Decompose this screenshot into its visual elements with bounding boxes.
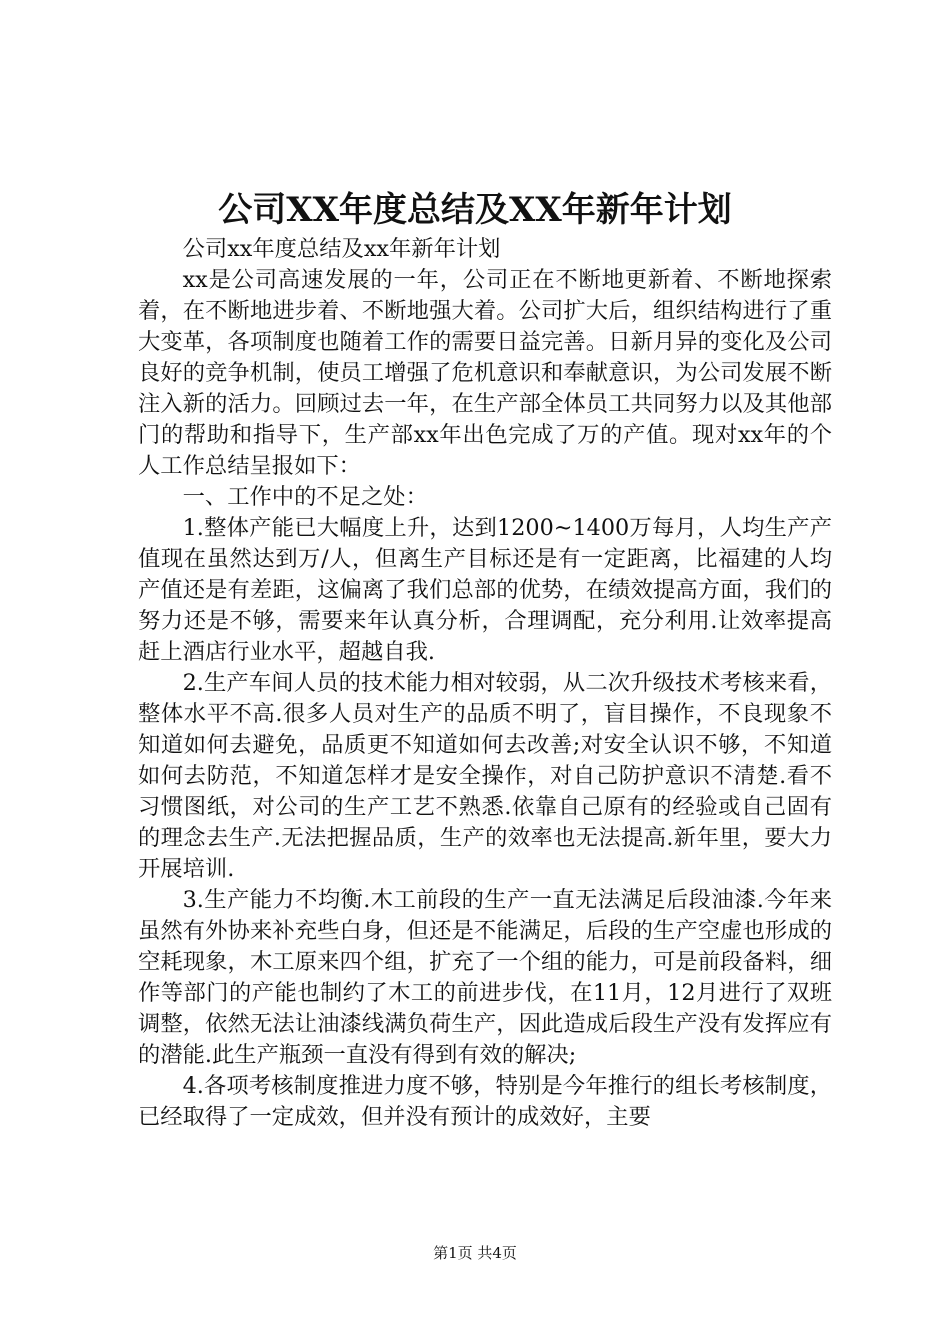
- section-heading: 一、工作中的不足之处：: [182, 484, 428, 510]
- document-title: 公司XX年度总结及XX年新年计划: [218, 190, 732, 230]
- paragraph-item-3: 3.生产能力不均衡.木工前段的生产一直无法满足后段油漆.今年来虽然有外协来补充些白身，但还是不能满足，后段的生产空虚也形成的空耗现象，木工原来四个组，扩充了一个组的能力，可是前段备料，细作等部门的产能也制约了木工的前进步伐，在11月，12月进行了双班调整，依然无法让油漆线满负荷生产，因此造成后段生产没有发挥应有的潜能.此生产瓶颈一直没有得到有效的解决;: [138, 887, 832, 1068]
- page-number-footer: 第1页 共4页: [433, 1244, 517, 1262]
- document-body: [138, 234, 832, 1133]
- paragraph-item-4: 4.各项考核制度推进力度不够，特别是今年推行的组长考核制度，已经取得了一定成效，但并没有预计的成效好，主要: [138, 1073, 832, 1130]
- paragraph-item-1: 1.整体产能已大幅度上升，达到1200~1400万每月，人均生产产值现在虽然达到万/人，但离生产目标还是有一定距离，比福建的人均产值还是有差距，这偏离了我们总部的优势，在绩效提高方面，我们的努力还是不够，需要来年认真分析，合理调配，充分利用.让效率提高赶上酒店行业水平，超越自我.: [138, 515, 832, 665]
- paragraph-intro: xx是公司高速发展的一年，公司正在不断地更新着、不断地探索着，在不断地进步着、不断地强大着。公司扩大后，组织结构进行了重大变革，各项制度也随着工作的需要日益完善。日新月异的变化及公司良好的竞争机制，使员工增强了危机意识和奉献意识，为公司发展不断注入新的活力。回顾过去一年，在生产部全体员工共同努力以及其他部门的帮助和指导下，生产部xx年出色完成了万的产值。现对xx年的个人工作总结呈报如下：: [138, 267, 832, 479]
- paragraph-item-2: 2.生产车间人员的技术能力相对较弱，从二次升级技术考核来看，整体水平不高.很多人员对生产的品质不明了，盲目操作，不良现象不知道如何去避免，品质更不知道如何去改善;对安全认识不够，不知道如何去防范，不知道怎样才是安全操作，对自己防护意识不清楚.看不习惯图纸，对公司的生产工艺不熟悉.依靠自己原有的经验或自己固有的理念去生产.无法把握品质，生产的效率也无法提高.新年里，要大力开展培训.: [138, 670, 832, 882]
- paragraph-subtitle: 公司xx年度总结及xx年新年计划: [182, 236, 501, 262]
